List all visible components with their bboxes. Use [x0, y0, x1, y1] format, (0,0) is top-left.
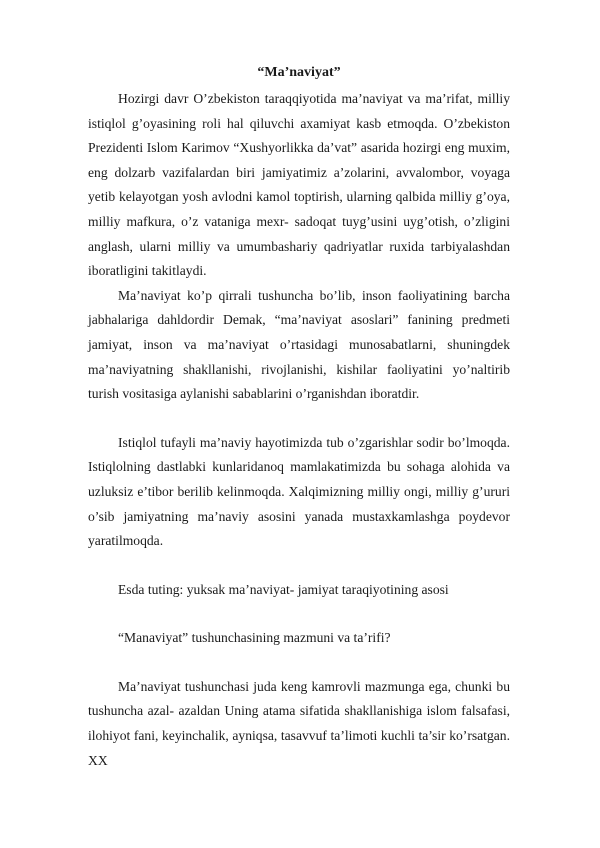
paragraph-spacer: [88, 602, 510, 626]
document-page: [88, 62, 510, 773]
paragraph-independence: Istiqlol tufayli ma’naviy hayotimizda tub o’zgarishlar sodir bo’lmoqda. Istiqlolning dastlabki kunlaridanoq mamlakatimizda bu sohaga alohida va uzluksiz e’tibor berilib kelinmoqda. Xalqimizning milliy ongi, milliy g’ururi o’sib jamiyatning ma’naviy asosini yanada mustaxkamlashga poydevor yaratilmoqda.: [88, 434, 510, 549]
paragraph-remember-note: Esda tuting: yuksak ma’naviyat- jamiyat taraqiyotining asosi: [118, 581, 449, 597]
document-title: “Ma’naviyat”: [257, 65, 341, 80]
paragraph-concept: Ma’naviyat tushunchasi juda keng kamrovli mazmunga ega, chunki bu tushuncha azal- azaldan Uning atama sifatida shakllanishiga islom falsafasi, ilohiyot fani, keyinchalik, ayniqsa, tasavvuf ta’limoti kuchli ta’sir ko’rsatgan. XX: [88, 678, 510, 768]
paragraph-definition: Ma’naviyat ko’p qirrali tushuncha bo’lib, inson faoliyatining barcha jabhalariga dahldordir Demak, “ma’naviyat asoslari” fanining predmeti jamiyat, inson va ma’naviyat o’rtasidagi munosabatlarni, shuningdek ma’naviyatning shakllanishi, rivojlanishi, kishilar faoliyatini yo’naltirib turish vositasiga aylanishi sabablarini o’rganishdan iboratdir.: [88, 287, 510, 402]
paragraph-question: “Manaviyat” tushunchasining mazmuni va ta’rifi?: [118, 630, 391, 646]
paragraph-spacer: [88, 407, 510, 431]
paragraph-spacer: [88, 554, 510, 578]
paragraph-intro: Hozirgi davr O’zbekiston taraqqiyotida ma’naviyat va ma’rifat, milliy istiqlol g’oyasining roli hal qiluvchi axamiyat kasb etmoqda. O’zbekiston Prezidenti Islom Karimov “Xushyorlikka da’vat” asarida hozirgi eng muxim, eng dolzarb vazifalardan biri jamiyatimiz a’zolarini, avvalombor, voyaga yetib kelayotgan yosh avlodni kamol toptirish, ularning qalbida milliy g’oya, milliy mafkura, o’z vataniga mexr- sadoqat tuyg’usini uyg’otish, o’zligini anglash, ularni milliy va umumbashariy qadriyatlar ruxida tarbiyalashdan iboratligini takitlaydi.: [88, 91, 510, 279]
paragraph-spacer: [88, 651, 510, 675]
